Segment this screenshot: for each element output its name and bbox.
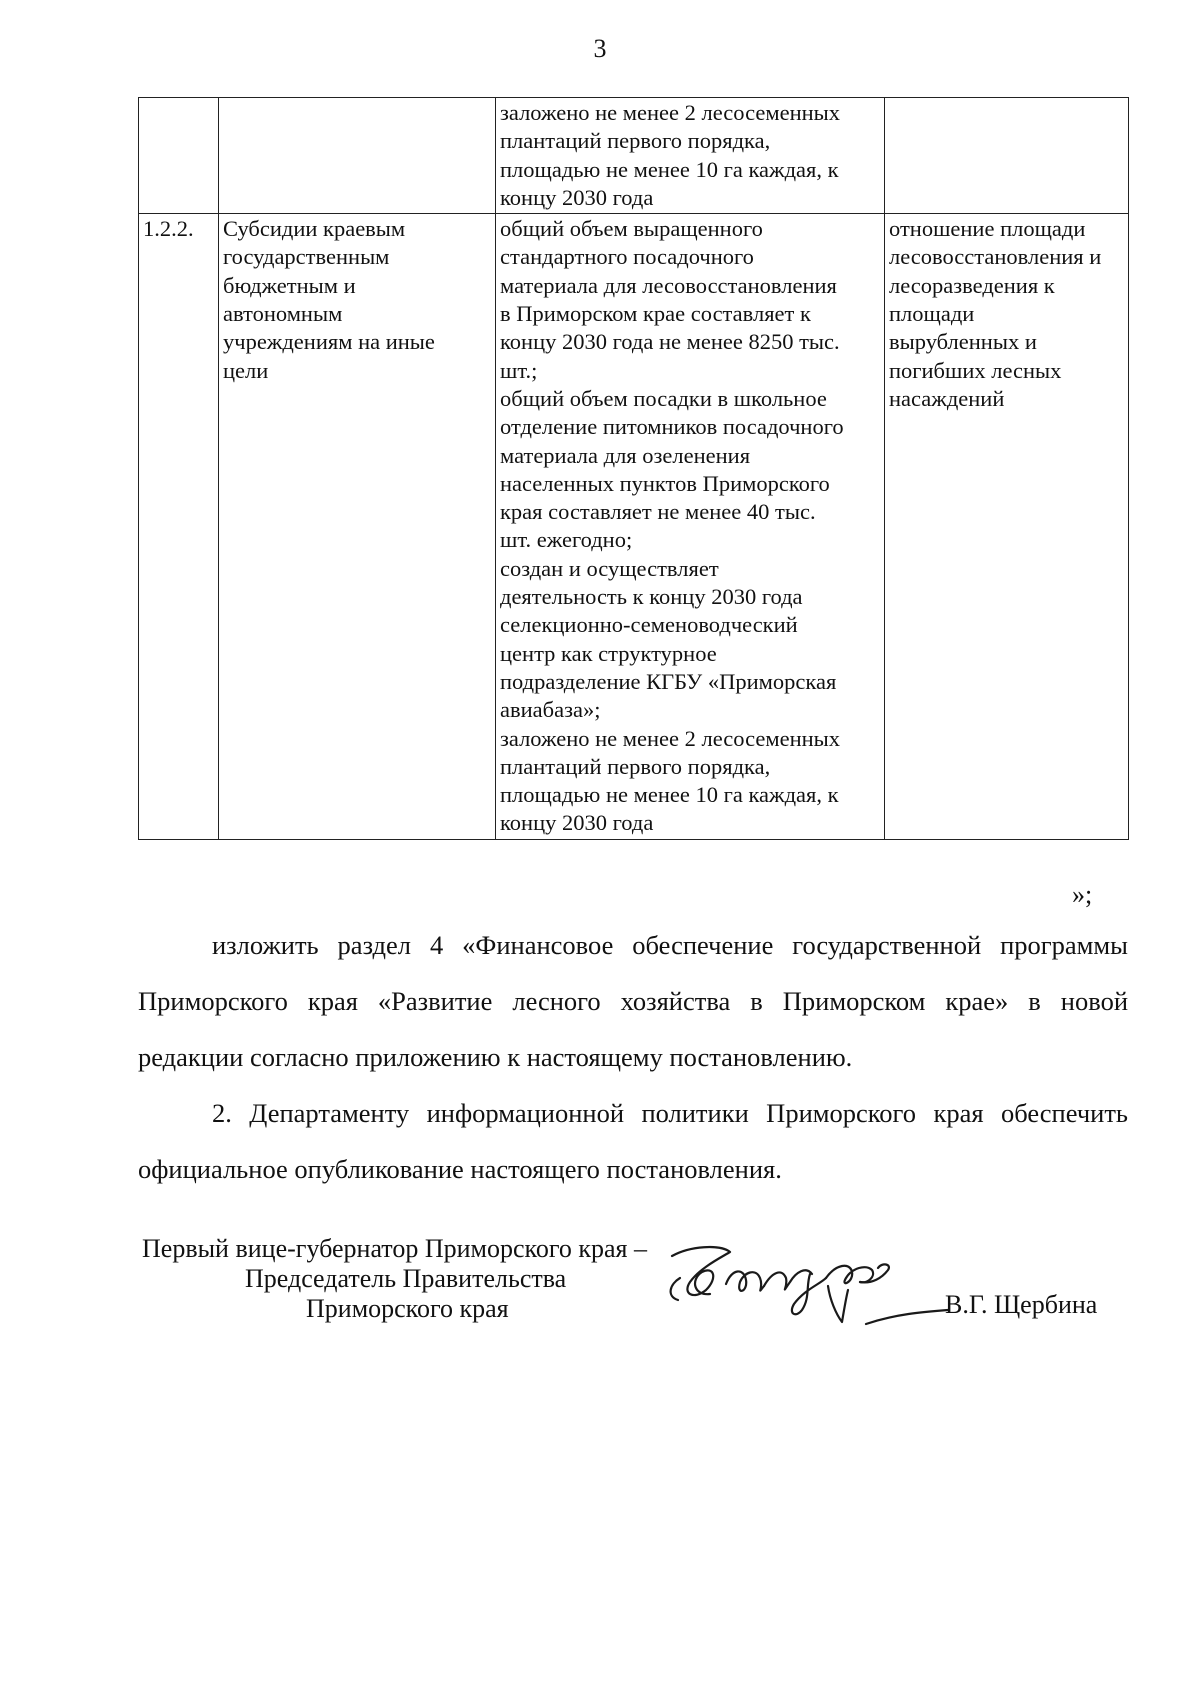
closing-quote: »; xyxy=(1072,880,1093,909)
cell-line: материала для лесовосстановления xyxy=(500,272,837,298)
cell-line: деятельность к концу 2030 года xyxy=(500,584,803,610)
cell-number: 1.2.2. xyxy=(139,214,219,840)
paragraph-line: Приморского края «Развитие лесного хозяйства в Приморском крае» в новой xyxy=(138,986,1128,1016)
cell-line: заложено не менее 2 лесосеменных xyxy=(500,100,841,125)
cell-line: стандартного посадочного xyxy=(500,244,754,270)
cell-line: автономным xyxy=(223,301,343,327)
cell-line: плантаций первого порядка, xyxy=(500,128,771,154)
cell-expected-result xyxy=(496,98,885,214)
cell-line: погибших лесных xyxy=(889,357,1062,383)
cell-line: селекционно-семеноводческий xyxy=(500,612,798,638)
signatory-title-line: Председатель Правительства xyxy=(245,1264,567,1293)
cell-line: в Приморском крае составляет к xyxy=(500,301,811,327)
cell-line: концу 2030 года xyxy=(500,810,654,836)
cell-line: общий объем посадки в школьное xyxy=(500,385,827,411)
cell-line: лесовосстановления и xyxy=(889,244,1102,270)
cell-line: насаждений xyxy=(889,385,1005,411)
signatory-name: В.Г. Щербина xyxy=(945,1290,1098,1319)
cell-line: государственным xyxy=(223,244,390,270)
cell-line: шт.; xyxy=(500,357,538,383)
paragraph-line: изложить раздел 4 «Финансовое обеспечение государственной программы xyxy=(212,930,1128,960)
cell-measure-name xyxy=(219,98,496,214)
cell-line: материала для озеленения xyxy=(500,442,751,468)
cell-line: вырубленных и xyxy=(889,329,1037,355)
cell-line: авиабаза»; xyxy=(500,697,601,723)
handwritten-signature xyxy=(660,1238,950,1348)
cell-indicator xyxy=(885,98,1129,214)
cell-line: заложено не менее 2 лесосеменных xyxy=(500,725,841,751)
cell-line: населенных пунктов Приморского xyxy=(500,470,830,496)
paragraph-line: официальное опубликование настоящего постановления. xyxy=(138,1154,782,1184)
cell-line: площадью не менее 10 га каждая, к xyxy=(500,156,839,182)
cell-line: бюджетным и xyxy=(223,272,356,298)
cell-number xyxy=(139,98,219,214)
signatory-title-line: Первый вице-губернатор Приморского края – xyxy=(142,1234,647,1263)
paragraph-line: 2. Департаменту информационной политики Приморского края обеспечить xyxy=(212,1098,1128,1128)
cell-line: Субсидии краевым xyxy=(223,216,406,242)
cell-line: площади xyxy=(889,301,975,327)
page-number: 3 xyxy=(593,34,607,63)
table-row xyxy=(139,98,1129,214)
cell-line: цели xyxy=(223,357,269,383)
cell-line: учреждениям на иные xyxy=(223,329,435,355)
cell-line: создан и осуществляет xyxy=(500,555,719,581)
cell-line: подразделение КГБУ «Приморская xyxy=(500,668,837,694)
cell-measure-name xyxy=(219,214,496,840)
cell-line: лесоразведения к xyxy=(889,272,1055,298)
cell-indicator xyxy=(885,214,1129,840)
cell-line: концу 2030 года не менее 8250 тыс. xyxy=(500,329,840,355)
cell-line: отделение питомников посадочного xyxy=(500,414,844,440)
cell-line: отношение площади xyxy=(889,216,1086,242)
cell-line: плантаций первого порядка, xyxy=(500,753,771,779)
cell-line: общий объем выращенного xyxy=(500,216,763,242)
cell-line: центр как структурное xyxy=(500,640,717,666)
table-row xyxy=(139,214,1129,840)
cell-expected-result xyxy=(496,214,885,840)
cell-line: шт. ежегодно; xyxy=(500,527,633,553)
cell-line: края составляет не менее 40 тыс. xyxy=(500,499,816,525)
program-table xyxy=(138,97,1129,840)
cell-line: концу 2030 года xyxy=(500,184,654,210)
paragraph-line: редакции согласно приложению к настоящему постановлению. xyxy=(138,1042,853,1072)
cell-line: площадью не менее 10 га каждая, к xyxy=(500,782,839,808)
signatory-title-line: Приморского края xyxy=(306,1294,509,1323)
